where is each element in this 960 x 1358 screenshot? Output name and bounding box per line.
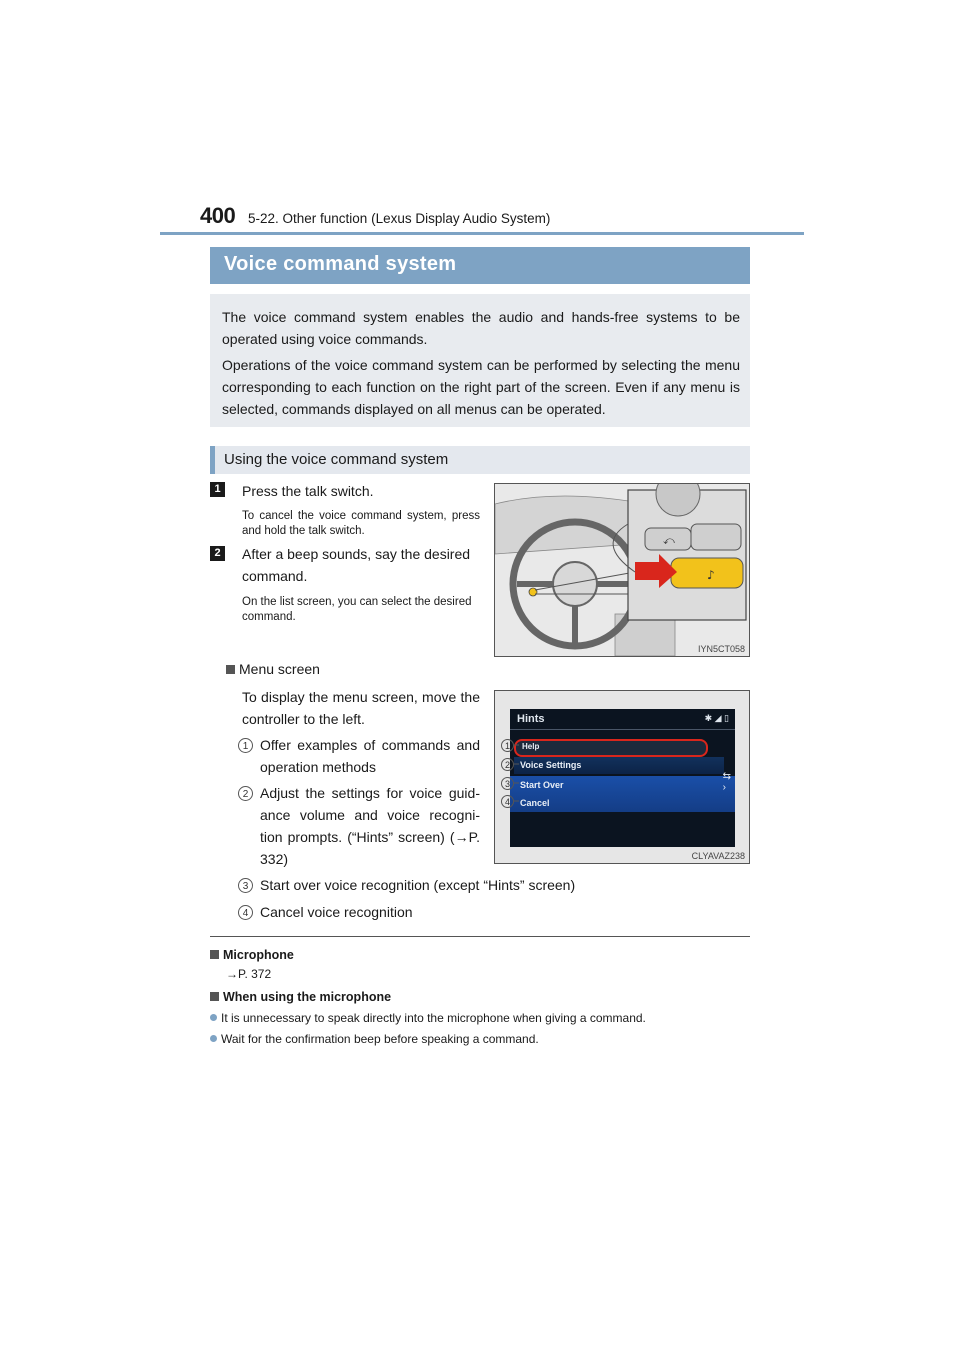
subsection-title: Using the voice command system	[224, 451, 449, 468]
menu-item-4-text: Cancel voice recognition	[260, 904, 413, 920]
intro-box	[210, 294, 750, 427]
menu-item-cancel-label: Cancel	[520, 798, 550, 808]
figure-2-code: CLYAVAZ238	[691, 851, 745, 861]
step-2-note: On the list screen, you can select the desired command.	[242, 596, 472, 623]
figure-1-code: IYN5CT058	[697, 644, 745, 654]
menu-item-voice-settings[interactable]	[514, 757, 724, 774]
note-bullet-2-text: Wait for the confirmation beep before speaking a command.	[221, 1032, 539, 1046]
screen-title: Hints	[517, 713, 545, 725]
square-bullet-icon	[226, 665, 235, 674]
menu-item-start-over[interactable]	[514, 777, 724, 794]
note-heading-text: When using the microphone	[223, 990, 392, 1004]
status-icons: ✱ ◢ ▯	[704, 713, 729, 723]
figure-callout-1: 1	[501, 739, 514, 752]
menu-item-cancel[interactable]	[514, 795, 724, 812]
menu-screen-heading	[226, 658, 320, 680]
step-2-text: After a beep sounds, say the desired command.	[242, 546, 471, 584]
title-bar	[210, 247, 750, 284]
square-bullet-icon	[210, 950, 219, 959]
svg-text:⤺: ⤺	[663, 534, 675, 547]
note-bullet-2	[210, 1032, 539, 1046]
menu-description: To display the menu screen, move the controller to the left.	[242, 689, 480, 727]
menu-item-start-over-label: Start Over	[520, 780, 564, 790]
section-header: 5-22. Other function (Lexus Display Audio System)	[248, 211, 551, 226]
callout-2: 2	[238, 786, 253, 801]
back-arrow-icon[interactable]: ⇆ ›	[722, 771, 731, 793]
menu-item-help-label: Help	[522, 742, 540, 751]
bullet-dot-icon	[210, 1035, 217, 1042]
menu-heading-text: Menu screen	[239, 661, 320, 677]
step-number-2: 2	[210, 546, 225, 561]
bullet-dot-icon	[210, 1014, 217, 1021]
subsection-bar	[210, 446, 750, 474]
figure-callout-2: 2	[501, 758, 514, 771]
hints-display	[510, 709, 735, 847]
page-number: 400	[200, 203, 236, 228]
menu-item-help[interactable]	[514, 739, 708, 757]
menu-item-1-text: Offer examples of commands and operation methods	[260, 737, 480, 775]
figure-callout-3: 3	[501, 777, 514, 790]
intro-paragraph-2: Operations of the voice command system can be performed by selecting the menu corresponding to each function on the right part of the screen. Even if any menu is selected, commands displayed on all menus can be operated.	[222, 357, 740, 417]
callout-4: 4	[238, 905, 253, 920]
note-microphone-ref: →P. 372	[226, 967, 272, 981]
step-number-1: 1	[210, 482, 225, 497]
header-rule	[160, 232, 804, 235]
menu-item-voice-settings-label: Voice Settings	[520, 760, 582, 770]
note-bullet-1-text: It is unnecessary to speak directly into the microphone when giving a command.	[221, 1011, 646, 1025]
note-heading-text: Microphone	[223, 948, 294, 962]
menu-item-3-text: Start over voice recognition (except “Hints” screen)	[260, 877, 576, 893]
svg-text:♪: ♪	[707, 568, 715, 582]
note-bullet-1	[210, 1011, 646, 1025]
square-bullet-icon	[210, 992, 219, 1001]
callout-1: 1	[238, 738, 253, 753]
figure-callout-4: 4	[501, 795, 514, 808]
note-using-mic-heading	[210, 990, 391, 1004]
note-microphone-heading	[210, 948, 294, 962]
step-1-note: To cancel the voice command system, press and hold the talk switch.	[242, 510, 480, 537]
intro-paragraph-1: The voice command system enables the audio and hands-free systems to be operated using voice commands.	[222, 309, 740, 347]
page-title: Voice command system	[224, 253, 457, 275]
notes-divider	[210, 936, 750, 937]
callout-3: 3	[238, 878, 253, 893]
hints-screen-figure	[494, 690, 750, 864]
callout-leaders	[495, 691, 535, 864]
menu-item-2-text: Adjust the settings for voice guid-ance volume and voice recogni-tion prompts. (“Hints” screen) (→P. 332)	[260, 785, 480, 867]
talk-switch-illustration	[494, 483, 750, 657]
steering-wheel-drawing	[495, 484, 749, 656]
step-1-text: Press the talk switch.	[242, 483, 374, 499]
